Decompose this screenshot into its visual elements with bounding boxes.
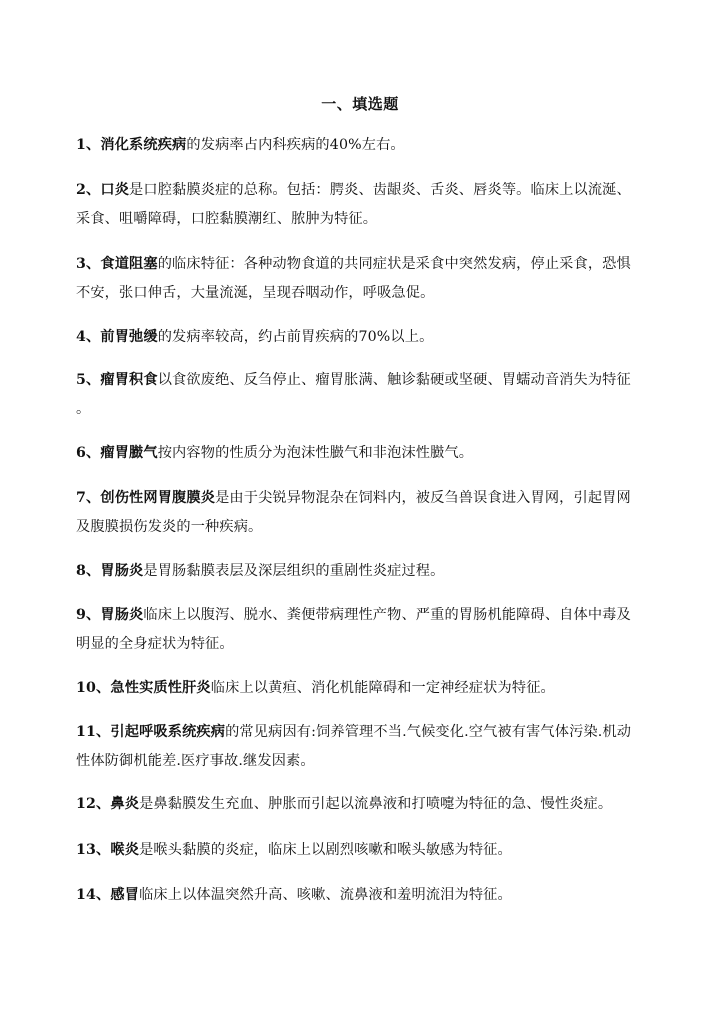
- item-term: 感冒: [110, 887, 140, 903]
- item-number: 14、: [76, 887, 111, 903]
- item-number: 5、: [76, 372, 101, 388]
- list-item: [76, 881, 646, 910]
- item-number: 3、: [76, 256, 101, 272]
- item-text-line: 不安，张口伸舌，大量流涎，呈现吞咽动作，呼吸急促。: [76, 285, 435, 301]
- item-text-line: 是喉头黏膜的炎症，临床上以剧烈咳嗽和喉头敏感为特征。: [139, 842, 512, 858]
- item-number: 12、: [76, 796, 111, 812]
- item-term: 瘤胃臌气: [100, 445, 158, 461]
- item-text-line: 以食欲废绝、反刍停止、瘤胃胀满、触诊黏硬或坚硬、胃蠕动音消失为特征: [157, 372, 631, 388]
- item-text-line: 是口腔黏膜炎症的总称。包括：腭炎、齿龈炎、舌炎、唇炎等。临床上以流涎、: [129, 182, 631, 198]
- item-text-line: 的发病率较高，约占前胃疾病的70%以上。: [157, 329, 434, 345]
- item-number: 6、: [76, 445, 101, 461]
- item-text-line: 是胃肠黏膜表层及深层组织的重剧性炎症过程。: [143, 563, 445, 579]
- list-item: [76, 439, 646, 468]
- list-item: [76, 323, 646, 352]
- item-text-line: 按内容物的性质分为泡沫性臌气和非泡沫性臌气。: [157, 445, 474, 461]
- item-number: 7、: [76, 490, 101, 506]
- list-item: [76, 674, 646, 703]
- item-text-line: 及腹膜损伤发炎的一种疾病。: [76, 519, 263, 535]
- item-text-line: 临床上以体温突然升高、咳嗽、流鼻液和羞明流泪为特征。: [139, 887, 512, 903]
- list-item: [76, 557, 646, 586]
- item-term: 胃肠炎: [100, 607, 144, 623]
- list-item: [76, 718, 646, 776]
- item-text-line: 临床上以黄疸、消化机能障碍和一定神经症状为特征。: [210, 680, 555, 696]
- list-item: [76, 836, 646, 865]
- item-number: 8、: [76, 563, 101, 579]
- item-number: 2、: [76, 182, 101, 198]
- section-title: 一、填选题: [321, 95, 399, 113]
- item-text-line: 性体防御机能差.医疗事故.继发因素。: [76, 753, 315, 769]
- item-number: 1、: [76, 137, 101, 153]
- item-term: 创伤性网胃腹膜炎: [100, 490, 216, 506]
- list-item: [76, 790, 646, 819]
- item-term: 急性实质性肝炎: [110, 680, 211, 696]
- item-term: 引起呼吸系统疾病: [110, 724, 226, 740]
- list-item: [76, 484, 646, 542]
- item-text-line: 明显的全身症状为特征。: [76, 636, 234, 652]
- item-number: 9、: [76, 607, 101, 623]
- item-text-line: 的发病率占内科疾病的40%左右。: [186, 137, 405, 153]
- list-item: [76, 366, 646, 424]
- item-number: 10、: [76, 680, 111, 696]
- list-item: [76, 131, 646, 160]
- list-item: [76, 601, 646, 659]
- item-text-line: 的临床特征：各种动物食道的共同症状是采食中突然发病，停止采食，恐惧: [157, 256, 631, 272]
- item-term: 前胃弛缓: [100, 329, 158, 345]
- item-text-line: 采食、咀嚼障碍，口腔黏膜潮红、脓肿为特征。: [76, 211, 378, 227]
- item-term: 胃肠炎: [100, 563, 144, 579]
- item-number: 4、: [76, 329, 101, 345]
- item-term: 鼻炎: [110, 796, 140, 812]
- item-term: 食道阻塞: [100, 256, 158, 272]
- item-number: 13、: [76, 842, 111, 858]
- item-term: 瘤胃积食: [100, 372, 158, 388]
- item-text-line: 临床上以腹泻、脱水、粪便带病理性产物、严重的胃肠机能障碍、自体中毒及: [143, 607, 631, 623]
- item-term: 喉炎: [110, 842, 140, 858]
- item-number: 11、: [76, 724, 111, 740]
- list-item: [76, 250, 646, 308]
- item-term: 消化系统疾病: [100, 137, 187, 153]
- item-text-line: 的常见病因有:饲养管理不当.气候变化.空气被有害气体污染.机动: [225, 724, 632, 740]
- list-item: [76, 176, 646, 234]
- item-term: 口炎: [100, 182, 130, 198]
- item-text-line: 。: [76, 401, 91, 417]
- item-text-line: 是鼻黏膜发生充血、肿胀而引起以流鼻液和打喷嚏为特征的急、慢性炎症。: [139, 796, 613, 812]
- item-text-line: 是由于尖锐异物混杂在饲料内，被反刍兽误食进入胃网，引起胃网: [215, 490, 631, 506]
